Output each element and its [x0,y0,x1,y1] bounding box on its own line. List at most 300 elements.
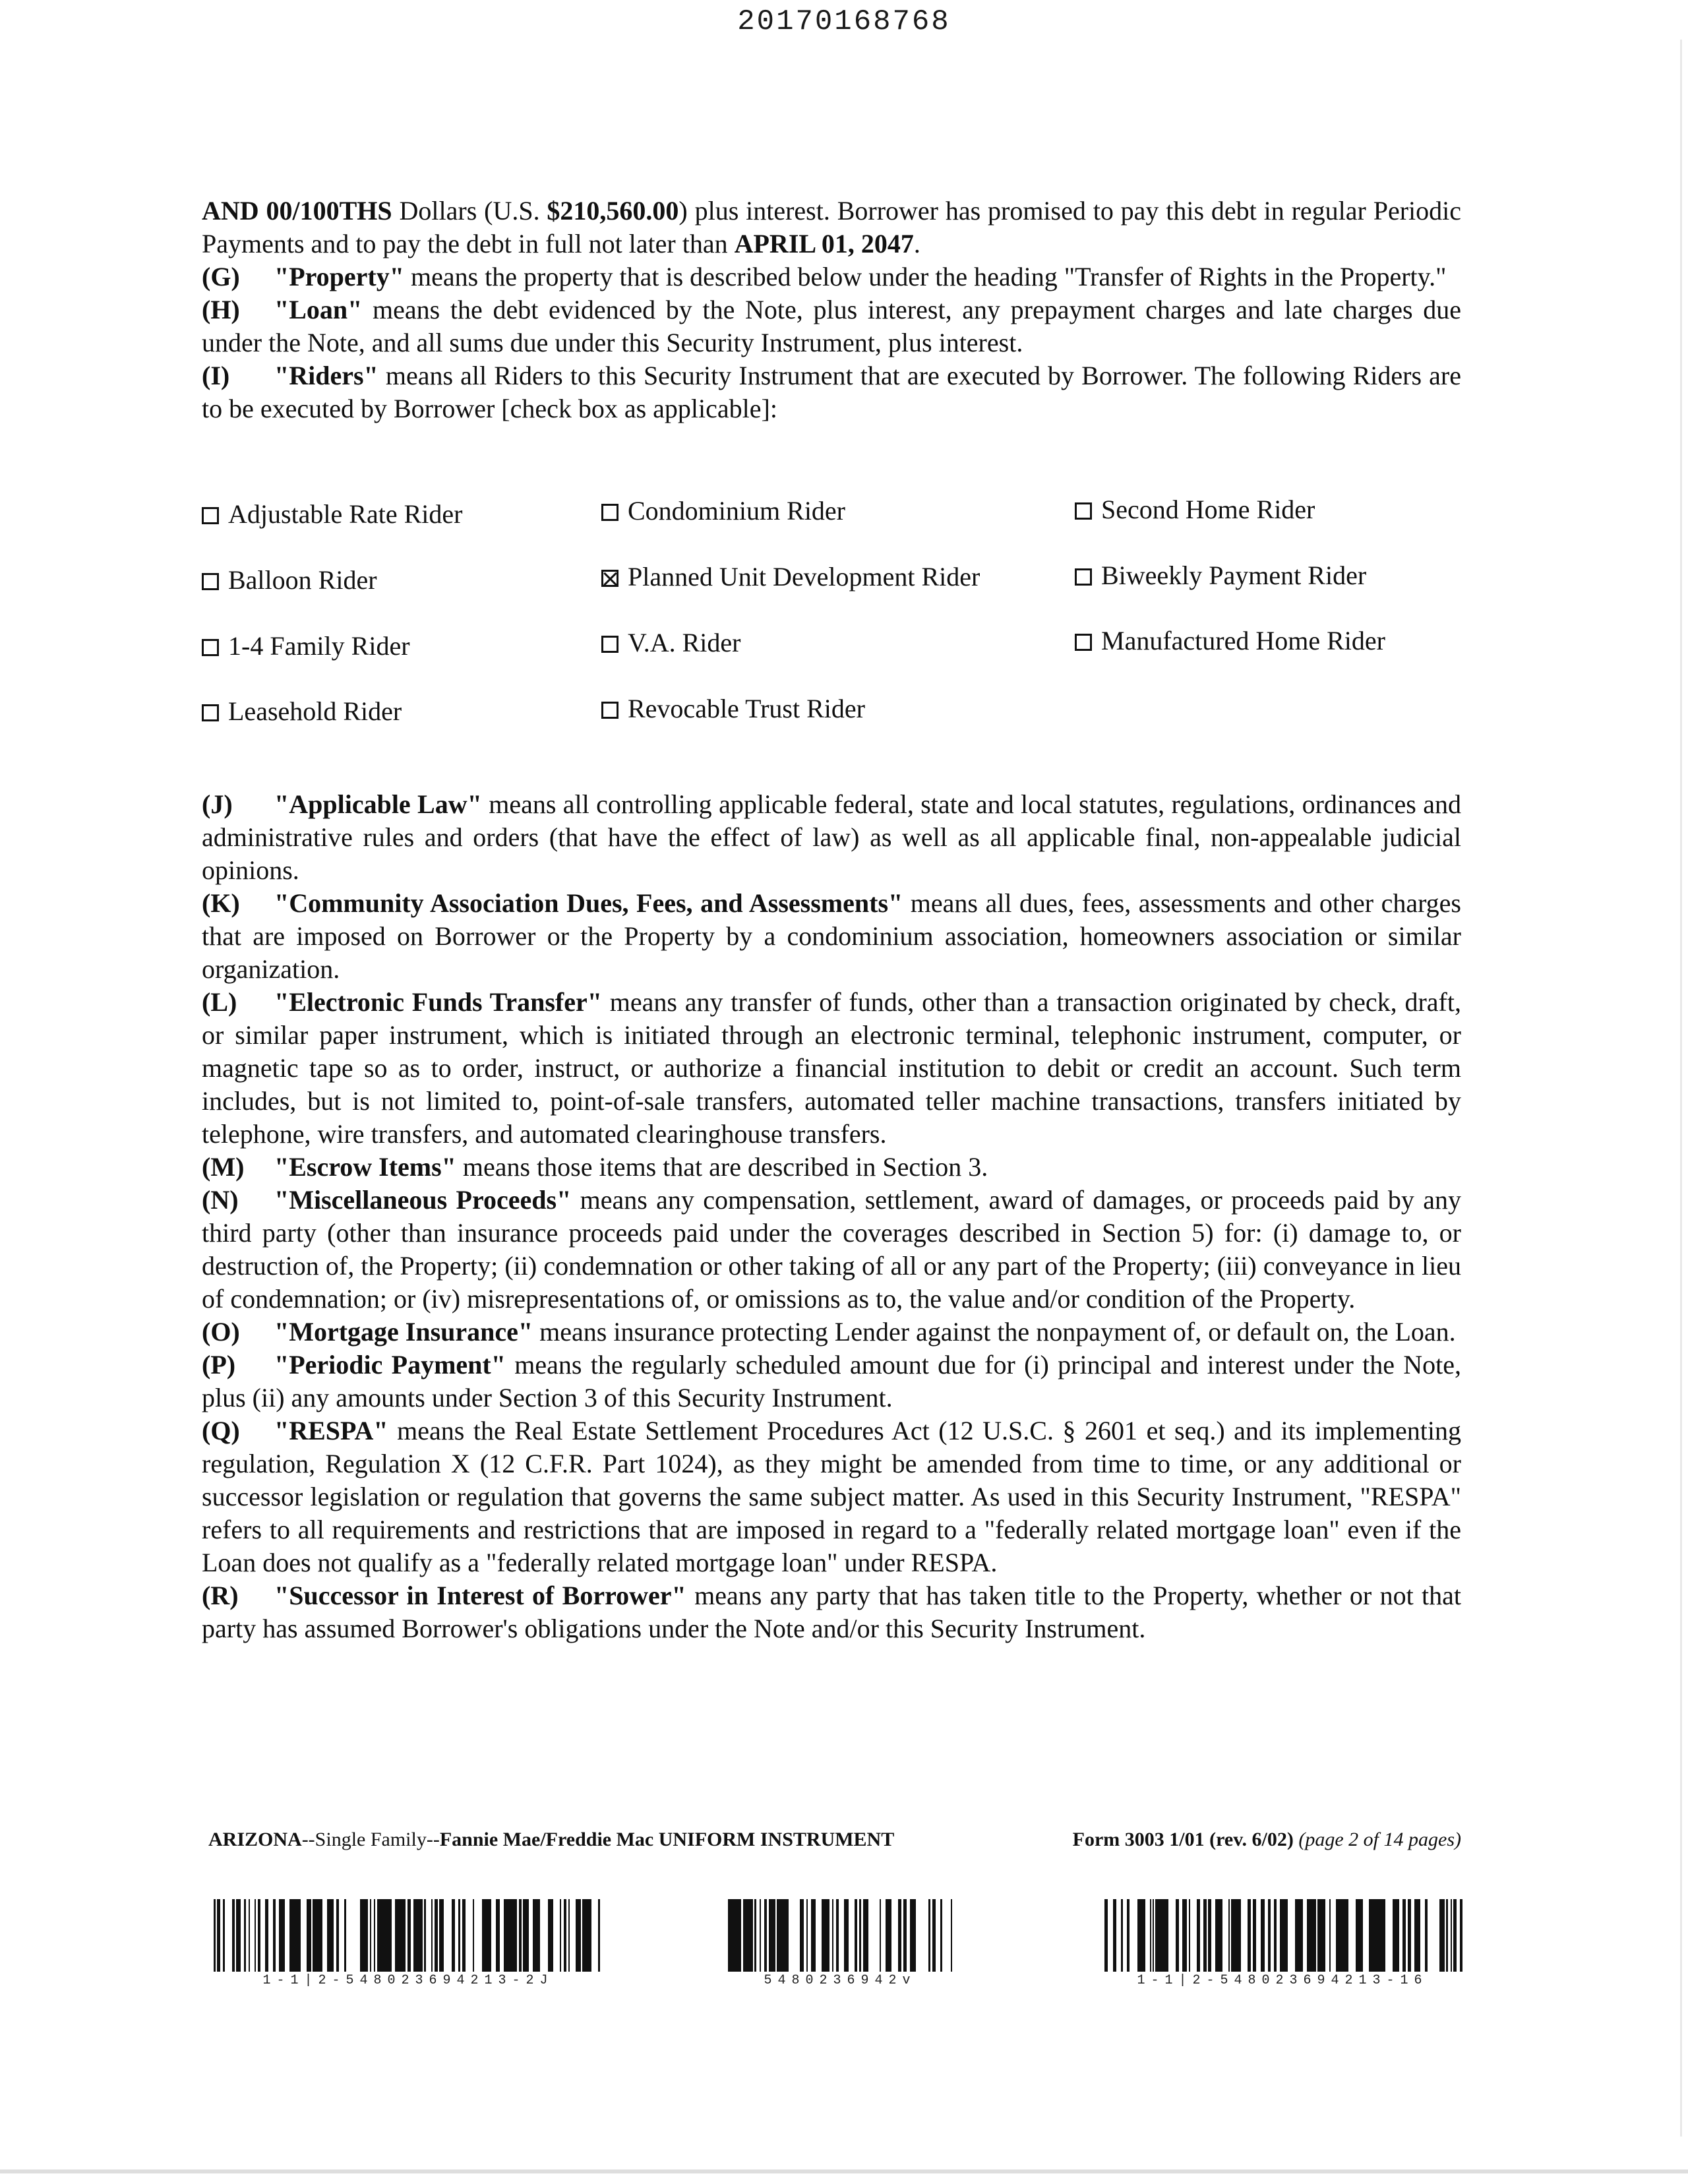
barcode-bar [832,1899,833,1972]
barcode-bar [1228,1899,1230,1972]
rider-leasehold[interactable]: Leasehold Rider [202,695,402,728]
barcode-bar [828,1899,829,1972]
barcode-bar [1176,1899,1179,1972]
barcode-bar [431,1899,433,1972]
definition-term: "Property" [274,262,404,291]
definition-r: (R) "Successor in Interest of Borrower" means any party that has taken title to the Property, whether or not that party has assumed Borrower's obligations under the Note and/or this Security Instrument. [202,1581,1461,1643]
barcode-bar [291,1899,295,1972]
barcode-bar [1369,1899,1370,1972]
barcode-bar [777,1899,778,1972]
barcode-bar [1186,1899,1187,1972]
barcode-left [214,1899,603,1988]
definition-text: means all controlling applicable federal, state and local statutes, regulations, ordinances and administrative rules and orders (that have the effect of law) as well as all applicable final, non-appealable judicial opinions. [202,789,1462,885]
amount-figure: $210,560.00 [547,196,679,226]
definition-o: (O) "Mortgage Insurance" means insurance protecting Lender against the nonpayment of, or default on, the Loan. [202,1317,1456,1347]
barcode-bar [1396,1899,1399,1972]
barcode-bar [760,1899,761,1972]
barcode-caption: 1-1|2-548023694213-2J [262,1973,554,1988]
barcode-bar [1446,1899,1448,1972]
barcode-bar [279,1899,281,1972]
barcode-bar [769,1899,770,1972]
barcode-bar [913,1899,915,1972]
barcode-bar [1414,1899,1418,1972]
barcode-bar [564,1899,566,1972]
barcode-bar [485,1899,486,1972]
barcode-bar [497,1899,500,1972]
definition-term: "Loan" [274,295,363,324]
barcode-bar [365,1899,368,1972]
barcode-bar [867,1899,868,1972]
barcode-bar [866,1899,867,1972]
barcode-bar [1127,1899,1130,1972]
rider-va[interactable]: V.A. Rider [601,626,740,659]
definition-term: "Escrow Items" [274,1152,456,1182]
barcode-bar [386,1899,390,1972]
barcode-bar [258,1899,259,1972]
barcode-bar [504,1899,507,1972]
barcode-bar [514,1899,517,1972]
definition-k: (K) "Community Association Dues, Fees, and Assessments" means all dues, fees, assessments and other charges that are imposed on Borrower or the Property by a condominium association, homeowners association or similar organization. [202,888,1461,984]
definition-term: "RESPA" [274,1416,388,1445]
checkbox-unchecked[interactable] [601,702,618,719]
barcode-bar [1239,1899,1241,1972]
barcode-bar [940,1899,942,1972]
barcode-bar [1310,1899,1311,1972]
barcode-bar [1155,1899,1157,1972]
barcode-bar [496,1899,497,1972]
barcode-caption: 5480236942v [764,1973,917,1988]
barcode-bar [424,1899,426,1972]
barcode-bar [1280,1899,1281,1972]
barcode-bar [806,1899,808,1972]
barcode-bar [1281,1899,1284,1972]
barcode-bar [370,1899,371,1972]
barcode-bar [1336,1899,1339,1972]
rider-revocable-trust[interactable]: Revocable Trust Rider [601,692,865,725]
barcode-bar [407,1899,411,1972]
barcode-bar [837,1899,839,1972]
barcode-bar [507,1899,510,1972]
barcode-bar [400,1899,403,1972]
rider-manufactured-home[interactable]: Manufactured Home Rider [1075,624,1385,657]
barcode-bar [533,1899,535,1972]
rider-adjustable-rate[interactable]: Adjustable Rate Rider [202,498,462,531]
barcode-bar [568,1899,570,1972]
barcode-bar [844,1899,847,1972]
barcode-bar [380,1899,382,1972]
checkbox-unchecked[interactable] [601,636,618,653]
barcode-bar [825,1899,827,1972]
checkbox-unchecked[interactable] [1075,634,1092,651]
barcode-bar [1232,1899,1236,1972]
barcode-bar [836,1899,837,1972]
barcode-bar [903,1899,907,1972]
barcode-bar [307,1899,309,1972]
barcode-bar [232,1899,235,1972]
definition-text: means the regularly scheduled amount due for (i) principal and interest under the Note, plus (ii) any amounts under Section 3 of this Security Instrument. [202,1350,1462,1412]
barcode-bar [787,1899,789,1972]
barcode-bar [1402,1899,1406,1972]
barcode-bar [315,1899,316,1972]
scan-edge-noise [1680,40,1682,2137]
barcode-bar [217,1899,219,1972]
barcode-bar [482,1899,485,1972]
rider-second-home[interactable]: Second Home Rider [1075,493,1315,526]
definition-text: means any transfer of funds, other than a transaction originated by check, draft, or similar paper instrument, which is initiated through an electronic terminal, telephonic instrument, computer, or magnetic tape so as to order, instruct, or authorize a financial institution to debit or credit an account. Such term includes, but is not limited to, point-of-sale transfers, automated teller machine transactions, transfers initiated by telephone, wire transfers, and automated clearinghouse transfers. [202,987,1461,1149]
barcode-bar [259,1899,260,1972]
barcode-bar [265,1899,268,1972]
barcode-bar [781,1899,783,1972]
barcode-bar [512,1899,514,1972]
barcode-bar [1425,1899,1426,1972]
barcode-bar [1262,1899,1265,1972]
rider-1-4-family[interactable]: 1-4 Family Rider [202,630,410,663]
barcode-bar [802,1899,804,1972]
barcode-bar [1321,1899,1322,1972]
definitions-section [202,788,1461,1645]
barcode-bar [219,1899,220,1972]
barcode-bar [435,1899,438,1972]
barcode-right [1101,1899,1464,1988]
barcode-bar [748,1899,752,1972]
barcode-bar [1215,1899,1219,1972]
barcode-bar [214,1899,216,1972]
barcode-bar [332,1899,334,1972]
barcode-bar [582,1899,586,1972]
barcode-bar [1182,1899,1186,1972]
barcode-bar [578,1899,581,1972]
barcode-bar [1284,1899,1288,1972]
barcode-bar [910,1899,913,1972]
checkbox-unchecked[interactable] [1075,568,1092,586]
barcode-bar [397,1899,400,1972]
barcode-bar [236,1899,239,1972]
barcode-bar [440,1899,442,1972]
barcode-bar [1159,1899,1162,1972]
barcode-bar [890,1899,891,1972]
checkbox-unchecked[interactable] [202,507,219,524]
barcode-bar [255,1899,256,1972]
barcode-bar [1307,1899,1310,1972]
barcode-bar [1311,1899,1315,1972]
footer-agencies: Fannie Mae/Freddie Mac UNIFORM INSTRUMENT [439,1829,895,1850]
barcode-bar [1153,1899,1154,1972]
barcode-bar [249,1899,250,1972]
barcode-bar [880,1899,881,1972]
barcode-bar [1381,1899,1383,1972]
barcode-bar [731,1899,734,1972]
barcode-bar [560,1899,561,1972]
definition-q: (Q) "RESPA" means the Real Estate Settlement Procedures Act (12 U.S.C. § 2601 et seq.) and its implementing regulation, Regulation X (12 C.F.R. Part 1024), as they might be amended from time to time, or any additional or successor legislation or regulation that governs the same subject matter. As used in this Security Instrument, "RESPA" refers to all requirements and restrictions that are imposed in regard to a "federally related mortgage loan" even if the Loan does not qualify as a "federally related mortgage loan" under RESPA. [202,1416,1461,1577]
barcode-bar [316,1899,318,1972]
barcode-bar [1121,1899,1123,1972]
footer-state: ARIZONA [208,1829,302,1850]
barcode-bar [321,1899,322,1972]
amount-words: AND 00/100THS [202,196,392,226]
barcode-bar [1317,1899,1321,1972]
rider-condominium[interactable]: Condominium Rider [601,495,845,528]
barcode-bar [283,1899,285,1972]
barcode-bar [734,1899,737,1972]
definition-text: means insurance protecting Lender against the nonpayment of, or default on, the Loan. [533,1317,1456,1347]
barcode-bar [1231,1899,1232,1972]
barcode-bar [746,1899,748,1972]
barcode-bar [598,1899,600,1972]
barcode-bar [586,1899,589,1972]
barcode-bar [550,1899,553,1972]
barcode-bar [887,1899,890,1972]
barcode-bar [244,1899,246,1972]
definition-term: "Miscellaneous Proceeds" [274,1185,572,1215]
barcode-bar [1236,1899,1239,1972]
barcode-bar [1342,1899,1345,1972]
checkbox-checked[interactable] [601,570,618,587]
barcode-bar [452,1899,455,1972]
barcode-bar [1357,1899,1358,1972]
barcode-bar [462,1899,464,1972]
scan-bottom-noise [0,2169,1688,2173]
barcode-bar [1383,1899,1385,1972]
barcode-bar [1370,1899,1373,1972]
barcode-bar [1323,1899,1325,1972]
barcode-bar [863,1899,866,1972]
barcode-bar [464,1899,466,1972]
amount-text: Dollars (U.S. [392,196,547,226]
barcode-bar [489,1899,491,1972]
barcode-bar [1329,1899,1331,1972]
definition-term: "Riders" [274,361,378,390]
barcode-bar [745,1899,746,1972]
barcode-bar [1451,1899,1452,1972]
checkbox-unchecked[interactable] [601,504,618,521]
barcode-bar [442,1899,444,1972]
barcode-bar [360,1899,361,1972]
checkbox-unchecked[interactable] [202,573,219,590]
footer-form-number: Form 3003 1/01 (rev. 6/02) [1072,1829,1294,1850]
barcode-bar [1345,1899,1348,1972]
barcode-bar [1197,1899,1200,1972]
barcode-image [1101,1899,1464,1972]
barcode-bar [1298,1899,1301,1972]
barcode-bar [800,1899,802,1972]
barcode-bar [327,1899,330,1972]
barcode-bar [1393,1899,1396,1972]
barcode-bar [898,1899,901,1972]
barcode-bar [1418,1899,1420,1972]
barcode-bar [1356,1899,1357,1972]
barcode-bar [403,1899,406,1972]
barcode-bar [1460,1899,1462,1972]
barcode-bar [1137,1899,1141,1972]
barcode-bar [538,1899,540,1972]
definition-h: (H) "Loan" means the debt evidenced by the Note, plus interest, any prepayment charges and late charges due under the Note, and all sums due under this Security Instrument, plus interest. [202,295,1461,357]
rider-biweekly-payment[interactable]: Biweekly Payment Rider [1075,559,1366,592]
barcode-bar [344,1899,346,1972]
barcode-bar [770,1899,773,1972]
barcode-center [728,1899,952,1988]
checkbox-unchecked[interactable] [202,704,219,721]
barcode-bar [1208,1899,1211,1972]
rider-planned-unit-development[interactable]: Planned Unit Development Rider [601,561,980,593]
barcode-bar [523,1899,526,1972]
barcode-bar [318,1899,321,1972]
barcode-bar [281,1899,283,1972]
barcode-bar [1362,1899,1363,1972]
definition-j: (J) "Applicable Law" means all controlling applicable federal, state and local statutes, regulations, ordinances and administrative rules and orders (that have the effect of law) as well as all applicable final, non-appealable judicial opinions. [202,789,1462,885]
barcode-bar [1322,1899,1323,1972]
barcode-bar [728,1899,731,1972]
barcode-bar [519,1899,522,1972]
definition-term: "Applicable Law" [274,789,482,819]
barcode-bar [773,1899,775,1972]
barcode-bar [223,1899,225,1972]
maturity-date: APRIL 01, 2047 [734,229,914,258]
barcode-bar [847,1899,849,1972]
barcode-bar [855,1899,857,1972]
barcode-bar [1219,1899,1221,1972]
barcode-bar [928,1899,930,1972]
definition-p: (P) "Periodic Payment" means the regularly scheduled amount due for (i) principal and interest under the Note, plus (ii) any amounts under Section 3 of this Security Instrument. [202,1350,1462,1412]
barcode-bar [1426,1899,1428,1972]
definition-text: means any compensation, settlement, award of damages, or proceeds paid by any third party (other than insurance proceeds paid under the coverages described in Section 5) for: (i) damage to, or destruction of, the Property; (ii) condemnation or other taking of all or any part of the Property; (iii) conveyance in lieu of condemnation; or (iv) misrepresentations of, or omissions as to, the value and/or condition of the Property. [202,1185,1461,1314]
barcode-bar [458,1899,460,1972]
barcode-bar [812,1899,814,1972]
barcode-bar [374,1899,375,1972]
barcode-bar [764,1899,767,1972]
barcode-bar [486,1899,489,1972]
definition-text: means all dues, fees, assessments and other charges that are imposed on Borrower or the Property by a condominium association, homeowners association or similar organization. [202,888,1461,984]
barcode-bar [915,1899,916,1972]
barcode-bar [1442,1899,1445,1972]
barcode-image [214,1899,603,1972]
barcode-bar [1378,1899,1381,1972]
barcode-bar [1189,1899,1190,1972]
barcode-bar [1165,1899,1168,1972]
barcode-bar [439,1899,440,1972]
barcode-bar [330,1899,332,1972]
definition-term: "Electronic Funds Transfer" [274,987,602,1017]
barcode-bar [1106,1899,1108,1972]
barcode-bar [1150,1899,1151,1972]
barcode-bar [1113,1899,1115,1972]
principal-amount-paragraph: AND 00/100THS Dollars (U.S. $210,560.00) plus interest. Borrower has promised to pay this debt in regular Periodic Payments and to pay the debt in full not later than APRIL 01, 2047. [202,196,1461,258]
barcode-bar [754,1899,756,1972]
barcode-bar [239,1899,241,1972]
barcode-bar [1115,1899,1116,1972]
barcode-bar [298,1899,301,1972]
definition-l: (L) "Electronic Funds Transfer" means any transfer of funds, other than a transaction originated by check, draft, or similar paper instrument, which is initiated through an electronic terminal, telephonic instrument, computer, or magnetic tape so as to order, instruct, or authorize a financial institution to debit or credit an account. Such term includes, but is not limited to, point-of-sale transfers, automated teller machine transactions, transfers initiated by telephone, wire transfers, and automated clearinghouse transfers. [202,987,1461,1149]
barcode-bar [1141,1899,1143,1972]
barcode-bar [737,1899,739,1972]
barcode-bar [384,1899,386,1972]
barcode-bar [1358,1899,1362,1972]
barcode-bar [289,1899,291,1972]
barcode-bar [576,1899,578,1972]
checkbox-unchecked[interactable] [1075,502,1092,520]
barcode-bar [1453,1899,1457,1972]
barcode-bar [811,1899,812,1972]
barcode-bar [1221,1899,1222,1972]
footer-family: Single Family [315,1829,427,1850]
barcode-bar [1408,1899,1411,1972]
barcode-bar [1315,1899,1316,1972]
definition-term: "Periodic Payment" [274,1350,506,1380]
barcode-bar [859,1899,861,1972]
definition-m: (M) "Escrow Items" means those items that are described in Section 3. [202,1152,988,1182]
barcode-bar [1104,1899,1106,1972]
definition-i: (I) "Riders" means all Riders to this Security Instrument that are executed by Borrower. The following Riders are to be executed by Borrower [check box as applicable]: [202,361,1461,423]
definition-text: means the property that is described below under the heading "Transfer of Rights in the Property." [404,262,1447,291]
barcode-bar [1261,1899,1262,1972]
barcode-bar [377,1899,380,1972]
barcode-bar [1143,1899,1145,1972]
barcode-image [728,1899,952,1972]
document-number: 20170168768 [737,5,951,38]
checkbox-unchecked[interactable] [202,639,219,656]
barcode-bar [1268,1899,1271,1972]
barcode-bar [589,1899,591,1972]
barcode-bar [886,1899,887,1972]
barcode-bar [739,1899,741,1972]
barcode-bar [535,1899,538,1972]
barcode-bar [1157,1899,1159,1972]
barcode-bar [361,1899,363,1972]
barcode-bar [814,1899,816,1972]
barcode-bar [783,1899,787,1972]
barcode-bar [778,1899,781,1972]
amount-terms-text: ) plus interest. Borrower has promised to pay this debt in regular Periodic Payments and to pay the debt in full not later than [202,196,1461,258]
definition-text: means those items that are described in Section 3. [456,1152,988,1182]
barcode-bar [1376,1899,1378,1972]
barcode-bar [1373,1899,1376,1972]
definition-term: "Successor in Interest of Borrower" [274,1581,686,1610]
barcode-bar [1203,1899,1207,1972]
barcode-bar [295,1899,298,1972]
barcode-bar [1295,1899,1298,1972]
definition-text: means all Riders to this Security Instrument that are executed by Borrower. The following Riders are to be executed by Borrower [check box as applicable]: [202,361,1461,423]
barcode-bar [951,1899,952,1972]
barcode-bar [313,1899,315,1972]
rider-balloon[interactable]: Balloon Rider [202,564,377,597]
definition-n: (N) "Miscellaneous Proceeds" means any compensation, settlement, award of damages, or proceeds paid by any third party (other than insurance proceeds paid under the coverages described in Section 5) for: (i) damage to, or destruction of, the Property; (ii) condemnation or other taking of all or any part of the Property; (iii) conveyance in lieu of condemnation; or (iv) misrepresentations of, or omissions as to, the value and/or condition of the Property. [202,1185,1461,1314]
definition-text: means the debt evidenced by the Note, plus interest, any prepayment charges and late charges due under the Note, and all sums due under this Security Instrument, plus interest. [202,295,1461,357]
barcode-bar [1162,1899,1165,1972]
barcode-bar [395,1899,397,1972]
barcode-bar [390,1899,392,1972]
barcode-bar [510,1899,512,1972]
barcode-bar [413,1899,417,1972]
barcode-bar [752,1899,753,1972]
barcode-bar [526,1899,529,1972]
barcode-bar [309,1899,311,1972]
barcode-bar [473,1899,474,1972]
barcode-bar [1248,1899,1251,1972]
footer-page-number: (page 2 of 14 pages) [1298,1829,1461,1850]
definition-text: means the Real Estate Settlement Procedures Act (12 U.S.C. § 2601 et seq.) and its implementing regulation, Regulation X (12 C.F.R. Part 1024), as they might be amended from time to time, or any additional or successor legislation or regulation that governs the same subject matter. As used in this Security Instrument, "RESPA" refers to all requirements and restrictions that are imposed in regard to a "federally related mortgage loan" even if the Loan does not qualify as a "federally related mortgage loan" under RESPA. [202,1416,1461,1577]
barcode-caption: 1-1|2-548023694213-16 [1137,1973,1428,1988]
barcode-bar [363,1899,365,1972]
definition-text: means any party that has taken title to the Property, whether or not that party has assumed Borrower's obligations under the Note and/or this Security Instrument. [202,1581,1461,1643]
barcode-bar [273,1899,276,1972]
definition-term: "Mortgage Insurance" [274,1317,533,1347]
barcode-bar [336,1899,339,1972]
barcode-bar [1253,1899,1256,1972]
barcode-bar [1274,1899,1277,1972]
barcode-bar [548,1899,550,1972]
barcode-bar [1439,1899,1442,1972]
loan-terms-section [202,195,1461,425]
barcode-bar [1339,1899,1342,1972]
